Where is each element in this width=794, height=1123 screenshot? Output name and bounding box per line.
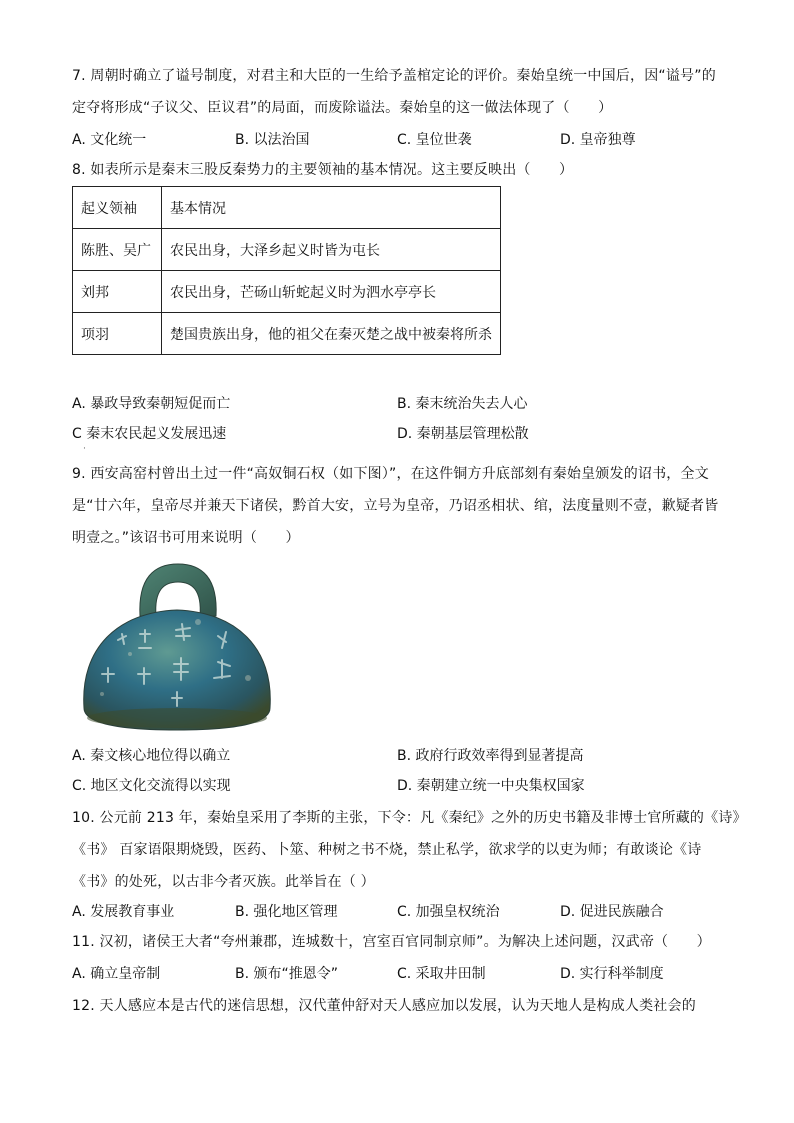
- q10-option-c[interactable]: C. 加强皇权统治: [397, 904, 500, 920]
- q10-option-b[interactable]: B. 强化地区管理: [235, 904, 338, 920]
- q10-stem-line1: 10. 公元前 213 年，秦始皇采用了李斯的主张，下令：凡《秦纪》之外的历史书籍及非博士官所藏的《诗》: [72, 810, 747, 826]
- table-header-cell: 基本情况: [162, 187, 501, 229]
- q7-option-c[interactable]: C. 皇位世袭: [397, 132, 472, 148]
- q8-table: [72, 186, 501, 355]
- q9-stem-line2: 是“廿六年，皇帝尽并兼天下诸侯，黔首大安，立号为皇帝，乃诏丞相状、绾，法度量则不壹，歉疑者皆: [72, 498, 719, 514]
- table-row: [73, 313, 501, 355]
- bronze-weight-relic-icon: [78, 558, 276, 734]
- q8-option-a[interactable]: A. 暴政导致秦朝短促而亡: [72, 396, 231, 412]
- table-cell: 项羽: [73, 313, 162, 355]
- q7-option-a[interactable]: A. 文化统一: [72, 132, 147, 148]
- q11-option-c[interactable]: C. 采取井田制: [397, 966, 486, 982]
- q9-option-d[interactable]: D. 秦朝建立统一中央集权国家: [397, 778, 585, 794]
- table-cell: 刘邦: [73, 271, 162, 313]
- q8-option-d[interactable]: D. 秦朝基层管理松散: [397, 426, 529, 442]
- q7-stem-line2: 定夺将形成“子议父、臣议君”的局面，而废除谥法。秦始皇的这一做法体现了（ ）: [72, 100, 613, 116]
- table-header-row: [73, 187, 501, 229]
- q11-stem-line1: 11. 汉初，诸侯王大者“夸州兼郡，连城数十，宫室百官同制京师”。为解决上述问题，汉武帝（ ）: [72, 934, 711, 950]
- q10-option-a[interactable]: A. 发展教育事业: [72, 904, 175, 920]
- table-row: [73, 271, 501, 313]
- table-cell: 农民出身，芒砀山斩蛇起义时为泗水亭亭长: [162, 271, 501, 313]
- table-cell: 农民出身，大泽乡起义时皆为屯长: [162, 229, 501, 271]
- q9-stem-line1: 9. 西安高窑村曾出土过一件“高奴铜石权（如下图）”，在这件铜方升底部刻有秦始皇颁发的诏书，全文: [72, 466, 709, 482]
- q10-stem-line2: 《书》 百家语限期烧毁，医药、卜筮、种树之书不烧，禁止私学，欲求学的以吏为师；有敢谈论《诗: [72, 842, 702, 858]
- q8-option-c[interactable]: C 秦末农民起义发展迅速: [72, 426, 227, 442]
- q11-option-d[interactable]: D. 实行科举制度: [560, 966, 664, 982]
- q7-stem-line1: 7. 周朝时确立了谥号制度，对君主和大臣的一生给予盖棺定论的评价。秦始皇统一中国后，因“谥号”的: [72, 68, 716, 84]
- q9-stem-line3: 明壹之。”该诏书可用来说明（ ）: [72, 530, 300, 546]
- q9-option-b[interactable]: B. 政府行政效率得到显著提高: [397, 748, 584, 764]
- q7-option-b[interactable]: B. 以法治国: [235, 132, 310, 148]
- q9-option-c[interactable]: C. 地区文化交流得以实现: [72, 778, 231, 794]
- q10-option-d[interactable]: D. 促进民族融合: [560, 904, 664, 920]
- q11-option-a[interactable]: A. 确立皇帝制: [72, 966, 161, 982]
- table-cell: 陈胜、吴广: [73, 229, 162, 271]
- q7-option-d[interactable]: D. 皇帝独尊: [560, 132, 636, 148]
- table-cell: 楚国贵族出身，他的祖父在秦灭楚之战中被秦将所杀: [162, 313, 501, 355]
- q9-option-a[interactable]: A. 秦文核心地位得以确立: [72, 748, 231, 764]
- q8-stem-line1: 8. 如表所示是秦末三股反秦势力的主要领袖的基本情况。这主要反映出（ ）: [72, 162, 574, 178]
- q8-option-b[interactable]: B. 秦末统治失去人心: [397, 396, 528, 412]
- q10-stem-line3: 《书》的处死，以古非今者灭族。此举旨在（ ）: [72, 874, 375, 890]
- q11-option-b[interactable]: B. 颁布“推恩令”: [235, 966, 339, 982]
- stray-mark: ·: [83, 444, 86, 454]
- table-header-cell: 起义领袖: [73, 187, 162, 229]
- table-row: [73, 229, 501, 271]
- q12-stem-line1: 12. 天人感应本是古代的迷信思想，汉代董仲舒对天人感应加以发展，认为天地人是构成人类社会的: [72, 998, 696, 1014]
